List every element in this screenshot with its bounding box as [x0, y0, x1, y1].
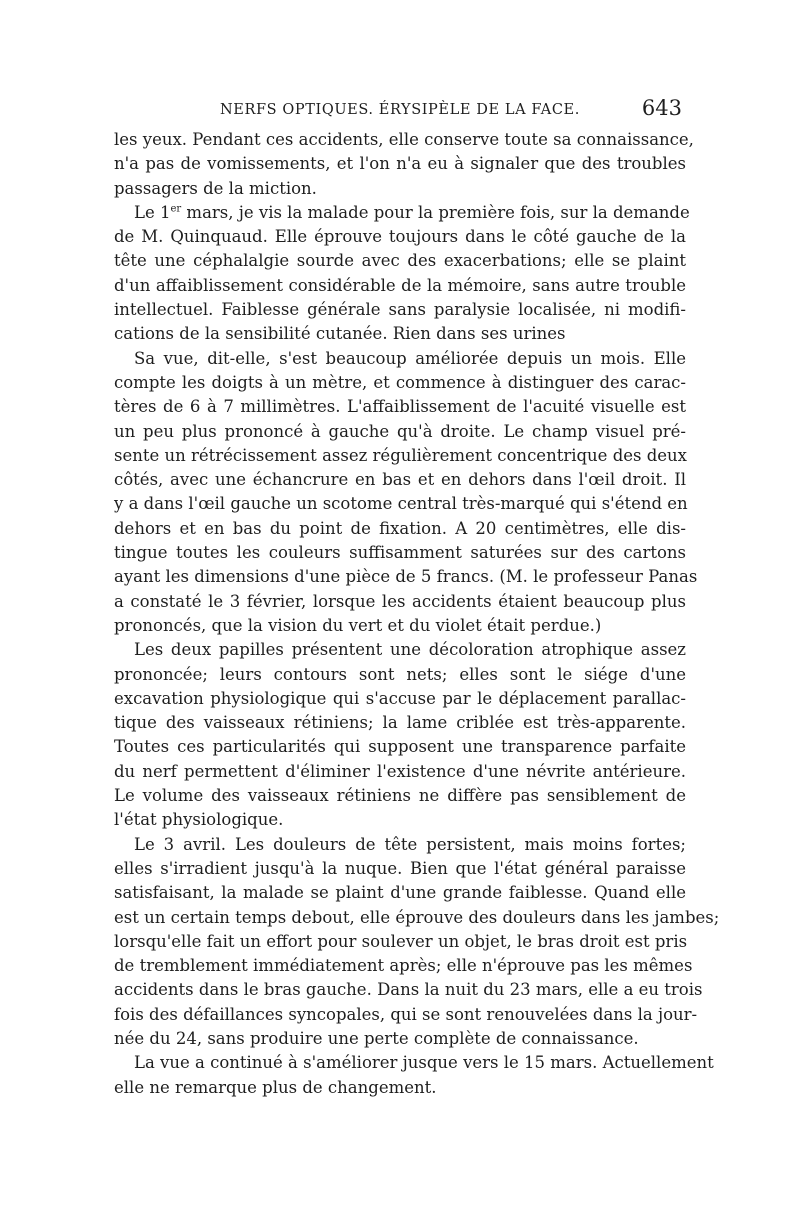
- text-line: les yeux. Pendant ces accidents, elle conserve toute sa connaissance,: [114, 130, 694, 149]
- text-line: Le 1er mars, je vis la malade pour la première fois, sur la demande: [134, 202, 690, 222]
- text-line: un peu plus prononcé à gauche qu'à droite. Le champ visuel pré-: [114, 421, 686, 441]
- text-line: du nerf permettent d'éliminer l'existence d'une névrite antérieure.: [114, 761, 686, 781]
- text-line: Le 3 avril. Les douleurs de tête persistent, mais moins fortes;: [134, 834, 686, 854]
- text-line: prononcés, que la vision du vert et du violet était perdue.): [114, 615, 602, 635]
- text-line: elles s'irradient jusqu'à la nuque. Bien que l'état général paraisse: [114, 858, 686, 878]
- text-line: d'un affaiblissement considérable de la mémoire, sans autre trouble: [114, 275, 686, 295]
- text-line: Sa vue, dit-elle, s'est beaucoup améliorée depuis un mois. Elle: [134, 348, 686, 368]
- text-line: côtés, avec une échancrure en bas et en dehors dans l'œil droit. Il: [114, 470, 686, 490]
- book-page: [114, 96, 720, 1100]
- text-line: accidents dans le bras gauche. Dans la nuit du 23 mars, elle a eu trois: [114, 980, 703, 1000]
- text-line: passagers de la miction.: [114, 178, 317, 198]
- text-line: a constaté le 3 février, lorsque les accidents étaient beaucoup plus: [114, 591, 686, 611]
- running-title: NERFS OPTIQUES. ÉRYSIPÈLE DE LA FACE.: [220, 102, 580, 118]
- text-line: dehors et en bas du point de fixation. A 20 centimètres, elle dis-: [114, 518, 686, 538]
- text-line: La vue a continué à s'améliorer jusque vers le 15 mars. Actuellement: [134, 1053, 714, 1073]
- text-line: Le volume des vaisseaux rétiniens ne diffère pas sensiblement de: [114, 786, 686, 806]
- page-header: [114, 96, 686, 128]
- text-line: de tremblement immédiatement après; elle n'éprouve pas les mêmes: [114, 956, 693, 976]
- text-line: n'a pas de vomissements, et l'on n'a eu à signaler que des troubles: [114, 154, 686, 174]
- body-text: [114, 128, 720, 1100]
- text-line: lorsqu'elle fait un effort pour soulever un objet, le bras droit est pris: [114, 931, 688, 951]
- text-line: y a dans l'œil gauche un scotome central très-marqué qui s'étend en: [114, 494, 688, 514]
- text-line: cations de la sensibilité cutanée. Rien dans ses urines: [114, 324, 566, 344]
- text-line: tères de 6 à 7 millimètres. L'affaiblissement de l'acuité visuelle est: [114, 397, 686, 417]
- text-line: tête une céphalalgie sourde avec des exacerbations; elle se plaint: [114, 251, 686, 271]
- text-line: sente un rétrécissement assez régulièrement concentrique des deux: [114, 445, 687, 465]
- text-line: ayant les dimensions d'une pièce de 5 francs. (M. le professeur Panas: [114, 567, 698, 587]
- text-line: intellectuel. Faiblesse générale sans paralysie localisée, ni modifi-: [114, 300, 686, 320]
- text-line: prononcée; leurs contours sont nets; elles sont le siége d'une: [114, 664, 686, 684]
- text-line: excavation physiologique qui s'accuse par le déplacement parallac-: [114, 688, 686, 708]
- text-line: tingue toutes les couleurs suffisamment saturées sur des cartons: [114, 543, 686, 563]
- text-line: fois des défaillances syncopales, qui se sont renouvelées dans la jour-: [114, 1004, 698, 1024]
- text-line: Les deux papilles présentent une décoloration atrophique assez: [134, 640, 686, 660]
- text-line: elle ne remarque plus de changement.: [114, 1077, 437, 1097]
- text-line: satisfaisant, la malade se plaint d'une grande faiblesse. Quand elle: [114, 883, 686, 903]
- text-line: née du 24, sans produire une perte complète de connaissance.: [114, 1028, 639, 1048]
- text-line: tique des vaisseaux rétiniens; la lame criblée est très-apparente.: [114, 713, 686, 733]
- text-line: est un certain temps debout, elle éprouve des douleurs dans les jambes;: [114, 907, 720, 927]
- page-number: 643: [641, 96, 682, 120]
- text-line: l'état physiologique.: [114, 810, 284, 830]
- text-line: de M. Quinquaud. Elle éprouve toujours dans le côté gauche de la: [114, 227, 686, 247]
- text-line: Toutes ces particularités qui supposent une transparence parfaite: [114, 737, 686, 757]
- text-line: compte les doigts à un mètre, et commence à distinguer des carac-: [114, 372, 686, 392]
